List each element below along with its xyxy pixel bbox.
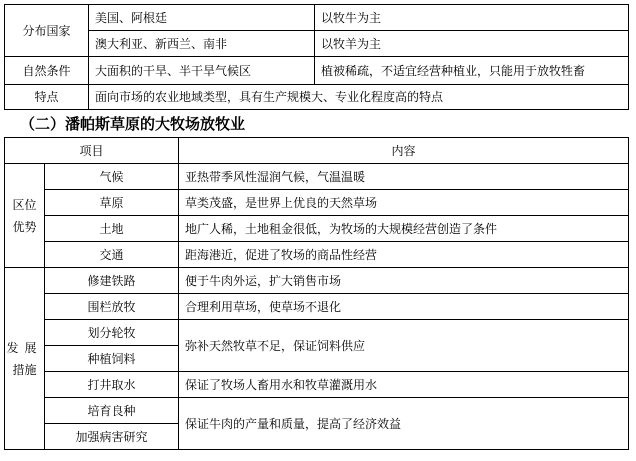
table-row [5, 216, 629, 242]
content-cell: 地广人稀，土地租金很低，为牧场的大规模经营创造了条件 [179, 216, 629, 242]
item-cell: 气候 [45, 164, 179, 190]
countries-cell: 澳大利亚、新西兰、南非 [89, 31, 315, 57]
table-header-row [5, 138, 629, 164]
table-row [5, 294, 629, 320]
nature-effect-cell: 植被稀疏，不适宜经营种植业，只能用于放牧牲畜 [315, 57, 629, 85]
item-cell: 围栏放牧 [45, 294, 179, 320]
section-heading: （二）潘帕斯草原的大牧场放牧业 [20, 115, 246, 133]
table-row [5, 320, 629, 346]
table-row [5, 242, 629, 268]
item-cell: 加强病害研究 [45, 424, 179, 450]
content-cell: 距海港近，促进了牧场的商品性经营 [179, 242, 629, 268]
header-content: 内容 [179, 138, 629, 164]
content-cell: 保证了牧场人畜用水和牧草灌溉用水 [179, 372, 629, 398]
table-row [5, 31, 629, 57]
livestock-cell: 以牧牛为主 [315, 5, 629, 31]
content-cell: 保证牛肉的产量和质量，提高了经济效益 [179, 398, 629, 450]
item-cell: 培育良种 [45, 398, 179, 424]
item-cell: 修建铁路 [45, 268, 179, 294]
feature-label: 特点 [5, 85, 89, 110]
nature-label: 自然条件 [5, 57, 89, 85]
location-advantage-label: 区位 优势 [5, 164, 45, 268]
livestock-cell: 以牧羊为主 [315, 31, 629, 57]
table-row [5, 268, 629, 294]
table-row [5, 372, 629, 398]
item-cell: 划分轮牧 [45, 320, 179, 346]
nature-climate-cell: 大面积的干旱、半干旱气候区 [89, 57, 315, 85]
table-row [5, 85, 629, 110]
table-row [5, 5, 629, 31]
item-cell: 草原 [45, 190, 179, 216]
content-cell: 草类茂盛，是世界上优良的天然草场 [179, 190, 629, 216]
development-measures-label: 发展 措施 [5, 268, 45, 450]
distribution-label: 分布国家 [5, 5, 89, 57]
table-row [5, 190, 629, 216]
table-row [5, 164, 629, 190]
item-cell: 打井取水 [45, 372, 179, 398]
pampas-ranching-table [4, 137, 629, 450]
table-row [5, 398, 629, 424]
content-cell: 便于牛肉外运，扩大销售市场 [179, 268, 629, 294]
item-cell: 种植饲料 [45, 346, 179, 372]
countries-cell: 美国、阿根廷 [89, 5, 315, 31]
table-row [5, 57, 629, 85]
feature-text-cell: 面向市场的农业地域类型，具有生产规模大、专业化程度高的特点 [89, 85, 629, 110]
header-item: 项目 [5, 138, 179, 164]
livestock-overview-table [4, 4, 629, 110]
item-cell: 土地 [45, 216, 179, 242]
content-cell: 弥补天然牧草不足，保证饲料供应 [179, 320, 629, 372]
content-cell: 亚热带季风性湿润气候，气温温暖 [179, 164, 629, 190]
item-cell: 交通 [45, 242, 179, 268]
content-cell: 合理利用草场，使草场不退化 [179, 294, 629, 320]
